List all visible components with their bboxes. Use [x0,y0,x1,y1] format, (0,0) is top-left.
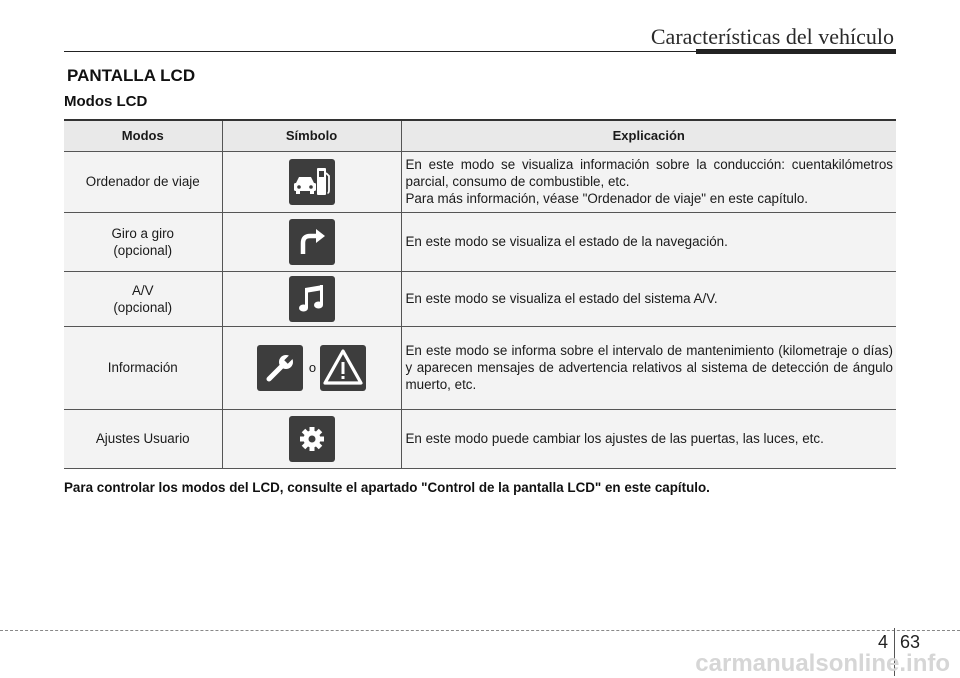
mode-name: A/V (opcional) [113,282,173,315]
mode-explanation: En este modo se visualiza el estado de la navegación. [401,212,896,271]
table-row [64,151,896,212]
warning-triangle-icon [320,345,366,391]
lcd-modes-table [64,119,896,469]
footnote: Para controlar los modos del LCD, consulte el apartado "Control de la pantalla LCD" en este capítulo. [64,480,710,495]
fuel-pump-car-icon [289,159,335,205]
mode-symbol [222,326,401,409]
watermark: carmanualsonline.info [695,650,950,677]
page-number: 63 [900,632,921,652]
mode-explanation: En este modo se visualiza el estado del sistema A/V. [401,271,896,326]
mode-symbol [222,212,401,271]
music-note-icon [289,276,335,322]
column-header-modes: Modos [121,128,164,144]
chapter-number: 4 [878,632,889,652]
table-row [64,326,896,409]
mode-symbol [222,151,401,212]
mode-name: Ordenador de viaje [85,174,200,189]
table-header-row [64,120,896,151]
page-header-title: Características del vehículo [650,24,894,49]
footer-rule [0,630,960,631]
section-title: PANTALLA LCD [67,66,196,85]
mode-explanation: En este modo se visualiza información sobre la conducción: cuentakilómetros parcial, consumo de combustible, etc. Para más información, véase "Ordenador de viaje" en este capítulo. [401,151,896,212]
mode-symbol [222,409,401,468]
wrench-icon [257,345,303,391]
turn-right-arrow-icon [289,219,335,265]
column-header-explanation: Explicación [401,120,896,151]
mode-symbol [222,271,401,326]
subsection-title: Modos LCD [64,93,148,110]
header-rule-accent [696,49,896,54]
mode-explanation: En este modo se informa sobre el intervalo de mantenimiento (kilometraje o días) y aparecen mensajes de advertencia relativos al sistema de detección de ángulo muerto, etc. [401,326,896,409]
gear-icon [289,416,335,462]
table-row [64,409,896,468]
mode-explanation: En este modo puede cambiar los ajustes de las puertas, las luces, etc. [401,409,896,468]
column-header-symbol: Símbolo [222,120,401,151]
mode-name: Ajustes Usuario [95,431,190,446]
mode-name: Giro a giro (opcional) [111,225,174,258]
table-row [64,271,896,326]
table-row [64,212,896,271]
symbol-separator: o [308,360,317,375]
mode-name: Información [107,360,178,375]
